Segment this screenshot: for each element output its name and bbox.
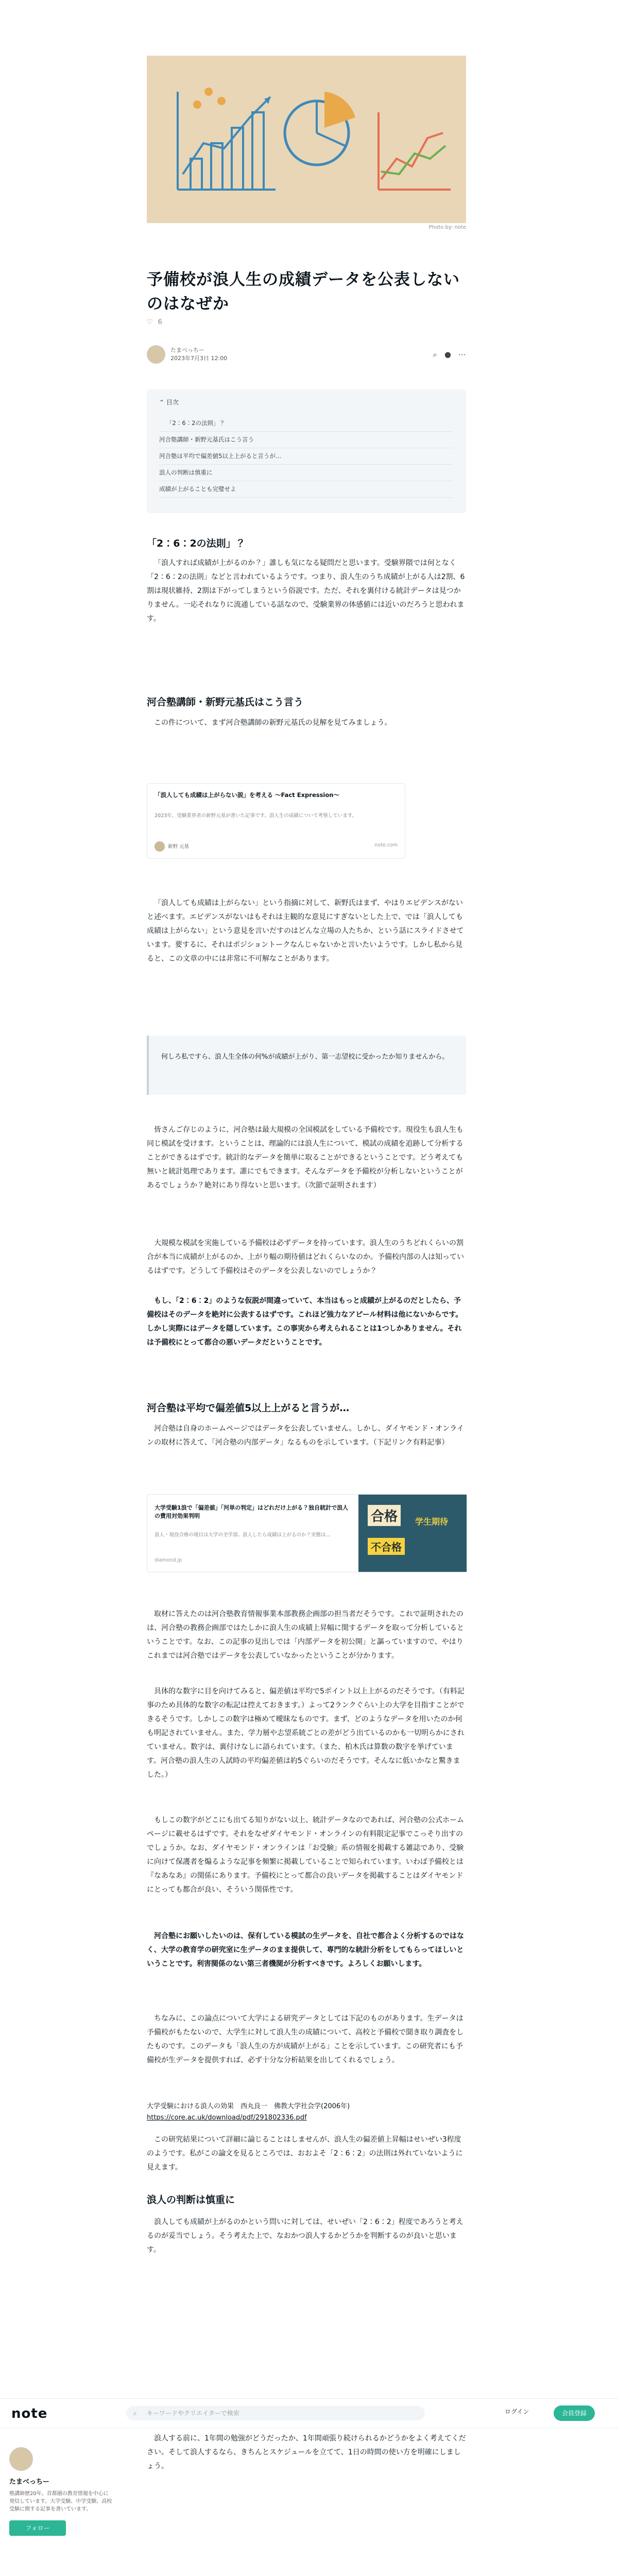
search-placeholder: キーワードやクリエイターで検索 [147,2410,239,2417]
blockquote [147,1036,466,1095]
author-bio: 塾講師歴20年。首都圏の教育情報を中心に発信しています。大学受験、中学受験、高校受験に関する記事を書いています。 [9,2491,112,2512]
paragraph: もしこの数字がどこにも出てる知りがない以上、統計データなのであれば、河合塾の公式ホームページに載せるはずです。それをなぜダイヤモンド・オンラインの有料限定記事でこっそり出すのでしょうか。なお、ダイヤモンド・オンラインは「お受験」系の情報を掲載する雑誌であり、受験に向けて保護者を煽るような記事を頻繁に掲載していることで知られています。いわば予備校とは『なあなあ』の関係にあります。予備校にとって都合の良いデータを掲載することはダイヤモンドにとっても都合が良い、そういう関係性です。 [147,1816,464,1894]
paragraph: 「浪人すれば成績が上がるのか？」誰しも気になる疑問だと思います。受験界隈では何となく「2：6：2の法則」などと言われているようです。つまり、浪人生のうち成績が上がる人は2割、6割は現状維持、2割は下がってしまうという俗説です。ただ、それを裏付ける統計データは見つかりません。一応それなりに流通している話なので、受験業界の体感値には近いのだろうと思われます。 [147,559,465,623]
paragraph: もし、「2：6：2」のような仮説が間違っていて、本当はもっと成績が上がるのだとしたら、予備校はそのデータを絶対に公表するはずです。これほど強力なアピール材料は他にないからです。しかし実際にはデータを隠しています。この事実から考えられることは1つしかありません。それは予備校にとって都合の悪いデータだということです。 [147,1297,463,1347]
embed-site: note.com [374,842,398,848]
paragraph: 浪人する前に、1年間の勉強がどうだったか、1年間頑張り続けられるかどうかをよく考えてください。そして浪人するなら、きちんとスケジュールを立てて、1日の時間の使い方を明確にしましょう。 [147,2434,466,2470]
site-header [0,2398,618,2428]
paragraph: 「浪人しても成績は上がらない」という指摘に対して、新野氏はまず、やはりエビデンスがないと述べます。エビデンスがないはもそれは主観的な意見にすぎないとした上で、では「浪人しても成績は上がらない」という意見を言いだすのはどんな立場の人たちか、という話にスライドさせています。要するに、それはポジショントークなんじゃないかと言いたいようです。しかし私から見ると、この文章の中には非常に不可解なことがあります。 [147,899,464,963]
citation [147,2101,466,2124]
paragraph: 大規模な模試を実施している予備校は必ずデータを持っています。浪人生のうちどれくらいの割合が本当に成績が上がるのか、上がり幅の期待値はどれくらいなのか。予備校内部の人は知っているはずです。どうして予備校はそのデータを公表しないのでしょうか？ [147,1239,464,1275]
note-logo[interactable]: note [11,2406,48,2421]
toc-list [159,415,453,498]
section-heading: 「2：6：2の法則」？ [147,538,246,549]
paragraph: ちなみに、この論点について大学による研究データとしては下記のものがあります。生データは予備校がもたないので、大学生に対して浪人生の成績について、高校と予備校で聞き取り調査をしたものです。このデータも「浪人生の方が成績が上がる」ことを示しています。この研究者にも予備校が生データを提供すれば、必ず十分な分析結果を出してくれるでしょう。 [147,2014,464,2064]
avatar[interactable] [9,2447,33,2471]
article-actions [433,350,467,359]
embed-description: 浪人・現役合格の境目は大学の全学部。浪人したら成績は上がるのか？実態は… [154,1532,331,1538]
author-card [9,2447,112,2536]
toc-item[interactable]: 河合塾は平均で偏差値5以上上がると言うが… [159,448,453,465]
embed-author: 新野 元基 [168,844,190,850]
photo-credit: Photo by: note [428,225,466,230]
section-heading: 浪人の判断は慎重に [147,2194,235,2206]
author-row [147,344,466,365]
login-link[interactable]: ログイン [505,2408,529,2415]
embed-title: 大学受験1浪で「偏差値」「河単の判定」はどれだけ上がる？独自統計で浪人の費用対効果判明 [154,1504,349,1519]
author-meta [170,346,227,363]
toc-item[interactable]: 河合塾講師・新野元基氏はこう言う [159,432,453,448]
more-icon[interactable]: ⋯ [458,350,466,359]
quote-bar [147,1036,149,1095]
search-icon[interactable]: ⌕ [433,350,437,359]
avatar[interactable] [147,345,165,364]
paragraph: この件について、まず河合塾講師の新野元基氏の見解を見てみましょう。 [154,719,392,727]
embed-site: diamond.jp [154,1557,182,1563]
search-input[interactable] [126,2406,425,2420]
embed-card-diamond[interactable] [147,1494,467,1572]
publish-date: 2023年7月3日 12:00 [170,355,228,362]
paragraph: 具体的な数字に目を向けてみると、偏差値は平均で5ポイント以上上がるのだそうです。（有料記事のため具体的な数字の転記は控えておきます。）よって2ランクぐらい上の大学を目指すことができるそうです。しかしこの数字は極めて曖昧なものです。まず、どのようなデータを用いたのか何も明記されていません。また、学力層や志望系統ごとの差がどう出ているのかも一切明らかにされていません。数字は、裏付けなしに語られています。（また、柏木氏は算数の数字を挙げています。河合塾の浪人生の入試時の平均偏差値は約5ぐらいのだそうです。そんなに低いかなと驚きました。） [147,1687,465,1779]
citation-text: 大学受験における浪人の効果 西丸良一 佛教大学社会学(2006年) [147,2103,350,2110]
chart-illustration [147,56,466,223]
thumbnail-text: 合格 [368,1505,401,1526]
avatar [154,841,165,852]
embed-description: 2023年、受験業界者の新野元基が書いた記事です。浪人生の成績について考察しています。 [154,813,357,819]
search-icon: ⌕ [133,2410,137,2417]
signup-button[interactable]: 会員登録 [554,2405,595,2421]
follow-button[interactable]: フォロー [9,2520,66,2536]
embed-thumbnail [358,1495,467,1572]
embed-title: 「浪人しても成績は上がらない説」を考える 〜Fact Expression〜 [154,791,339,799]
author-name[interactable]: たまべっちー [9,2478,50,2486]
thumbnail-text: 学生期待 [415,1517,449,1527]
paragraph: 取材に答えたのは河合塾教育情報事業本部教務企画部の担当者だそうです。これで証明されたのは、河合塾の教務企画部ではたしかに浪人生の成績上昇幅に関するデータを取って分析しているということです。なお、この記事の見出しでは「内部データを初公開」と謳っていますので、やはりこれまでは河合塾ではデータを公表していなかったということが分かります。 [147,1610,464,1660]
toc-heading[interactable]: ⌃ 目次 [159,399,179,406]
section-heading: 河合塾は平均で偏差値5以上上がると言うが… [147,1402,350,1414]
toc-item[interactable]: 浪人の判断は慎重に [159,465,453,481]
paragraph: この研究結果について詳細に論じることはしませんが、浪人生の偏差値上昇幅はせいぜい3程度のようです。私がこの論文を見るところでは、おおよそ「2：6：2」の法則は外れていないように見えます。 [147,2136,463,2172]
table-of-contents [147,389,466,513]
article-title: 予備校が浪人生の成績データを公表しないのはなぜか [147,270,460,313]
paragraph: 河合塾にお願いしたいのは、保有している模試の生データを、自社で都合よく分析するのではなく、大学の教育学の研究室に生データのまま提供して、専門的な統計分析をしてもらってほしいということです。利害関係のない第三者機関が分析すべきです。よろしくお願いします。 [147,1932,464,1968]
toc-item[interactable]: 「2：6：2の法則」？ [159,415,453,432]
embed-card-note[interactable] [147,783,405,859]
share-icon[interactable]: ● [444,350,451,359]
chevron-up-icon: ⌃ [159,399,165,406]
quote-text: 何しろ私ですら、浪人生全体の何%が成績が上がり、第一志望校に受かったか知りませんから。 [161,1053,449,1061]
heart-icon[interactable]: ♡ [147,318,153,326]
hero-image [147,56,466,223]
paragraph: 浪人しても成績が上がるのかという問いに対しては、せいぜい「2：6：2」程度であろうと考えるのが妥当でしょう。そう考えた上で、なおかつ浪人するかどうかを判断するのが良いと思います。 [147,2218,464,2254]
citation-link[interactable]: https://core.ac.uk/download/pdf/291802336.pdf [147,2114,307,2122]
paragraph: 皆さんご存じのように、河合塾は最大規模の全国模試をしている予備校です。現役生も浪人生も同じ模試を受けます。ということは、理論的には浪人生について、模試の成績を追跡して分析することができるはずです。統計的なデータを簡単に取ることができるということです。どう考えても無いと統計処理であります。誰にでもできます。そんなデータを予備校が分析しないということがあるでしょうか？絶対にあり得ないと思います。（次節で証明されます） [147,1126,464,1190]
like-row [147,318,162,326]
thumbnail-text: 不合格 [368,1538,405,1555]
like-count: 6 [158,318,162,326]
paragraph: 河合塾は自身のホームページではデータを公表していません。しかし、ダイヤモンド・オンラインの取材に答えて、「河合塾の内部データ」なるものを示しています。（下記リンク有料記事） [147,1425,464,1447]
section-heading: 河合塾講師・新野元基氏はこう言う [147,697,304,708]
author-name[interactable]: たまべっちー [170,347,204,353]
toc-item[interactable]: 成績が上がることも完璧せよ [159,481,453,498]
